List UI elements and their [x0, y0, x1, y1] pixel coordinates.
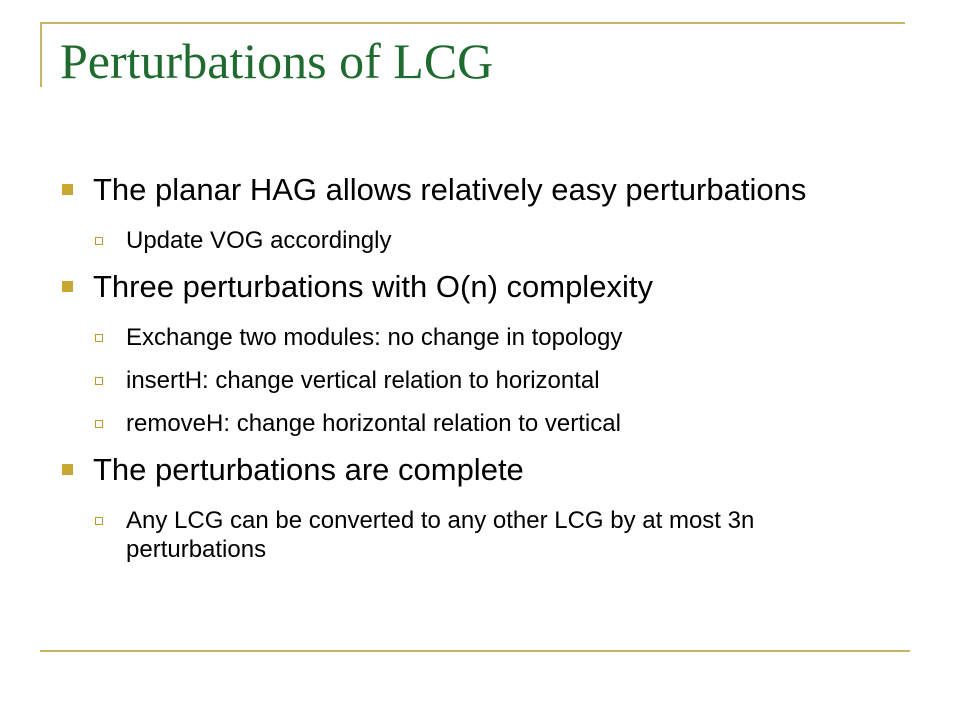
sub-bullet-2-2-text: insertH: change vertical relation to horizontal	[126, 367, 600, 394]
sub-bullet-2-1-text: Exchange two modules: no change in topology	[126, 324, 623, 351]
frame-bottom-rule	[40, 650, 910, 652]
frame-left-rule	[40, 22, 42, 87]
sub-bullet-3-1	[93, 506, 880, 564]
sub-bullet-2-3	[93, 409, 880, 438]
frame-top-rule	[40, 22, 905, 24]
bullet-3-text: The perturbations are complete	[93, 452, 524, 487]
hollow-square-bullet-icon	[95, 517, 103, 525]
sub-bullet-1-1-text: Update VOG accordingly	[126, 227, 392, 254]
bullet-1-text: The planar HAG allows relatively easy perturbations	[93, 172, 807, 207]
bullet-3	[60, 452, 880, 488]
bullet-2-text: Three perturbations with O(n) complexity	[93, 269, 653, 304]
sub-bullet-2-1	[93, 323, 880, 352]
slide-body	[60, 172, 880, 578]
hollow-square-bullet-icon	[95, 420, 103, 428]
sub-bullet-2-3-text: removeH: change horizontal relation to vertical	[126, 410, 621, 437]
square-bullet-icon	[62, 281, 73, 292]
sub-bullet-3-1-text: Any LCG can be converted to any other LCG by at most 3n perturbations	[126, 507, 755, 563]
sub-bullet-1-1	[93, 226, 880, 255]
bullet-2	[60, 269, 880, 305]
hollow-square-bullet-icon	[95, 334, 103, 342]
slide-title: Perturbations of LCG	[60, 33, 494, 89]
hollow-square-bullet-icon	[95, 237, 103, 245]
square-bullet-icon	[62, 464, 73, 475]
bullet-1	[60, 172, 880, 208]
sub-bullet-2-2	[93, 366, 880, 395]
hollow-square-bullet-icon	[95, 377, 103, 385]
square-bullet-icon	[62, 184, 73, 195]
